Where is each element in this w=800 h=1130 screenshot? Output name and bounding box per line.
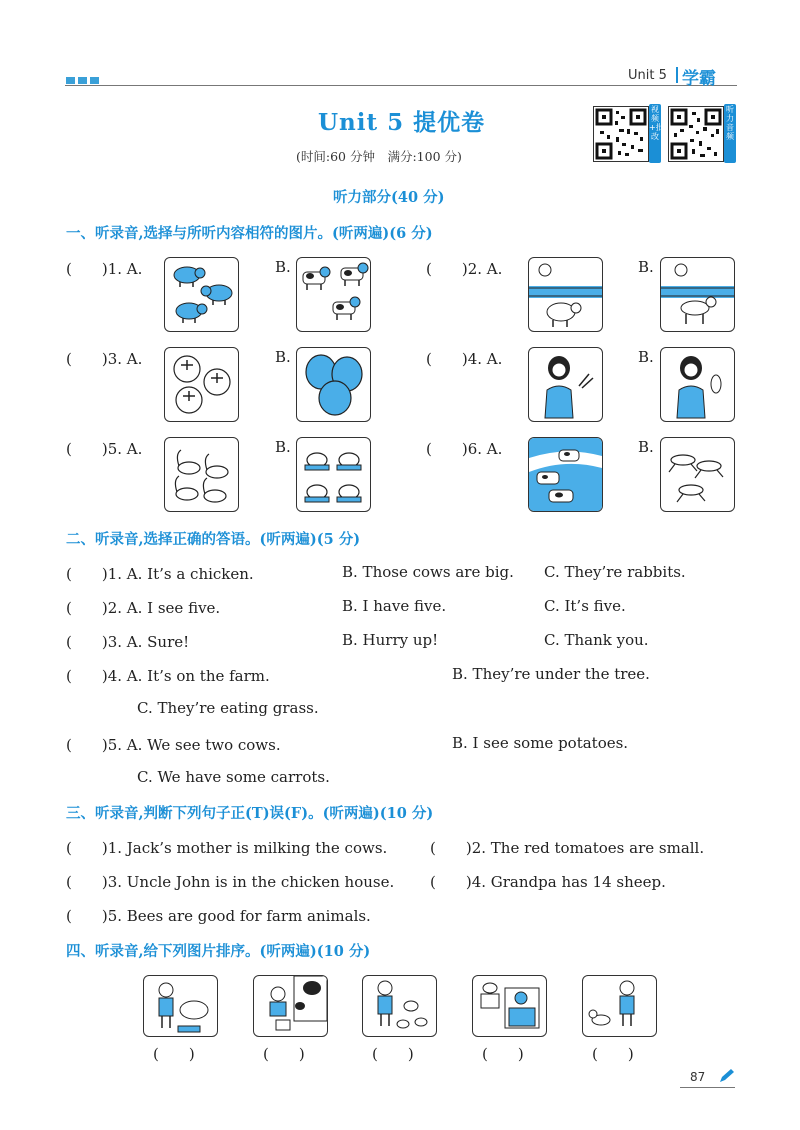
s4-blank-1[interactable]: ( ) bbox=[153, 1045, 195, 1063]
girl-carrots-picture[interactable] bbox=[528, 347, 603, 422]
s1-q5-label: ( )5. A. bbox=[66, 440, 143, 458]
qr-code-video[interactable] bbox=[593, 106, 649, 162]
part-title: 听力部分(40 分) bbox=[333, 189, 445, 206]
exam-info: (时间:60 分钟 满分:100 分) bbox=[296, 149, 462, 164]
s1-q4-b-label: B. bbox=[638, 348, 654, 366]
potatoes-picture[interactable] bbox=[296, 347, 371, 422]
s1-q2-b-label: B. bbox=[638, 258, 654, 276]
page-number: 87 bbox=[690, 1070, 706, 1084]
s2-q3-c: C. Thank you. bbox=[544, 631, 649, 649]
pencil-icon bbox=[718, 1068, 736, 1088]
s2-q4-c: C. They’re eating grass. bbox=[137, 699, 319, 717]
s1-q1-label: ( )1. A. bbox=[66, 260, 143, 278]
s4-blank-5[interactable]: ( ) bbox=[592, 1045, 634, 1063]
qr-code-audio[interactable] bbox=[668, 106, 724, 162]
section3-heading: 三、听录音,判断下列句子正(T)误(F)。(听两遍)(10 分) bbox=[66, 805, 434, 822]
s3-q1: ( )1. Jack’s mother is milking the cows. bbox=[66, 839, 388, 857]
sheep-picture[interactable] bbox=[528, 257, 603, 332]
qr-label-audio: 听力音频 bbox=[724, 104, 736, 163]
cows-field-picture[interactable] bbox=[528, 437, 603, 512]
s4-blank-2[interactable]: ( ) bbox=[263, 1045, 305, 1063]
brand-divider bbox=[676, 67, 678, 83]
boy-in-bed-picture[interactable] bbox=[472, 975, 547, 1037]
section4-heading: 四、听录音,给下列图片排序。(听两遍)(10 分) bbox=[66, 943, 371, 960]
hens-picture[interactable] bbox=[296, 437, 371, 512]
s4-blank-4[interactable]: ( ) bbox=[482, 1045, 524, 1063]
brand-logo: 学霸 bbox=[682, 69, 716, 89]
s2-q1-c: C. They’re rabbits. bbox=[544, 563, 686, 581]
s2-q4: ( )4. A. It’s on the farm. bbox=[66, 667, 270, 685]
s3-q2: ( )2. The red tomatoes are small. bbox=[430, 839, 705, 857]
boy-milking-cow-picture[interactable] bbox=[253, 975, 328, 1037]
s2-q4-b: B. They’re under the tree. bbox=[452, 665, 650, 683]
s2-q2-c: C. It’s five. bbox=[544, 597, 626, 615]
section1-heading: 一、听录音,选择与所听内容相符的图片。(听两遍)(6 分) bbox=[66, 225, 433, 242]
s2-q5: ( )5. A. We see two cows. bbox=[66, 736, 281, 754]
horses-picture[interactable] bbox=[660, 437, 735, 512]
cows-picture[interactable] bbox=[296, 257, 371, 332]
qr-label-video: 视频+批改 bbox=[649, 104, 661, 163]
geese-picture[interactable] bbox=[164, 437, 239, 512]
tomatoes-picture[interactable] bbox=[164, 347, 239, 422]
s1-q6-b-label: B. bbox=[638, 438, 654, 456]
s4-blank-3[interactable]: ( ) bbox=[372, 1045, 414, 1063]
boy-pig-picture[interactable] bbox=[143, 975, 218, 1037]
s2-q5-c: C. We have some carrots. bbox=[137, 768, 330, 786]
header-rule bbox=[65, 85, 737, 86]
boy-feeding-chickens-picture[interactable] bbox=[362, 975, 437, 1037]
goat-picture[interactable] bbox=[660, 257, 735, 332]
unit-tag: Unit 5 bbox=[628, 68, 667, 83]
s3-q5: ( )5. Bees are good for farm animals. bbox=[66, 907, 371, 925]
s2-q1: ( )1. A. It’s a chicken. bbox=[66, 565, 254, 583]
s1-q4-label: ( )4. A. bbox=[426, 350, 503, 368]
s1-q3-b-label: B. bbox=[275, 348, 291, 366]
s1-q2-label: ( )2. A. bbox=[426, 260, 503, 278]
s1-q6-label: ( )6. A. bbox=[426, 440, 503, 458]
s1-q5-b-label: B. bbox=[275, 438, 291, 456]
page-title: Unit 5 提优卷 bbox=[318, 109, 486, 136]
s3-q3: ( )3. Uncle John is in the chicken house. bbox=[66, 873, 395, 891]
s1-q3-label: ( )3. A. bbox=[66, 350, 143, 368]
s2-q2-b: B. I have five. bbox=[342, 597, 447, 615]
pigs-picture[interactable] bbox=[164, 257, 239, 332]
s2-q2: ( )2. A. I see five. bbox=[66, 599, 221, 617]
girl-corn-picture[interactable] bbox=[660, 347, 735, 422]
s3-q4: ( )4. Grandpa has 14 sheep. bbox=[430, 873, 666, 891]
boy-with-cat-picture[interactable] bbox=[582, 975, 657, 1037]
s1-q1-b-label: B. bbox=[275, 258, 291, 276]
s2-q3-b: B. Hurry up! bbox=[342, 631, 439, 649]
s2-q3: ( )3. A. Sure! bbox=[66, 633, 190, 651]
s2-q1-b: B. Those cows are big. bbox=[342, 563, 514, 581]
s2-q5-b: B. I see some potatoes. bbox=[452, 734, 629, 752]
section2-heading: 二、听录音,选择正确的答语。(听两遍)(5 分) bbox=[66, 531, 361, 548]
